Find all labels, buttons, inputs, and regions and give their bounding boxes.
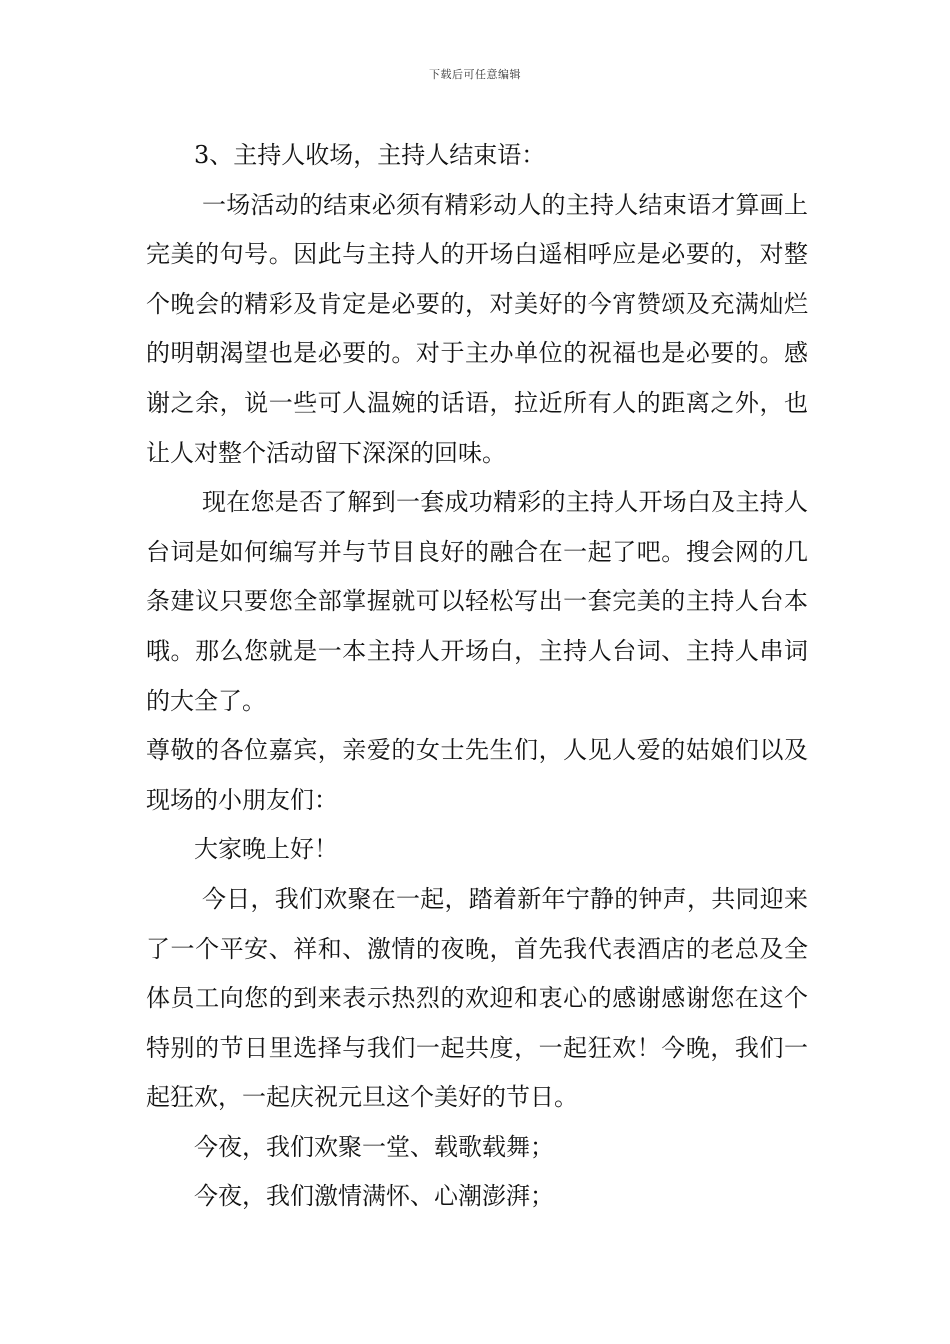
header-note: 下载后可任意编辑: [429, 68, 521, 81]
paragraph-section-heading: 3、主持人收场，主持人结束语：: [194, 141, 546, 169]
document-body: [146, 131, 808, 1222]
paragraph-closing-remarks: 一场活动的结束必须有精彩动人的主持人结束语才算画上完美的句号。因此与主持人的开场白遥相呼应是必要的，对整个晚会的精彩及肯定是必要的，对美好的今宵赞颂及充满灿烂的明朝渴望也是必要的。对于主办单位的祝福也是必要的。感谢之余，说一些可人温婉的话语，拉近所有人的距离之外，也让人对整个活动留下深深的回味。: [146, 190, 808, 467]
paragraph-good-evening: 大家晚上好！: [194, 835, 338, 864]
paragraph-greeting-address: 尊敬的各位嘉宾，亲爱的女士先生们，人见人爱的姑娘们以及现场的小朋友们：: [146, 736, 808, 814]
paragraph-summary: 现在您是否了解到一套成功精彩的主持人开场白及主持人台词是如何编写并与节目良好的融合在一起了吧。搜会网的几条建议只要您全部掌握就可以轻松写出一套完美的主持人台本哦。那么您就是一本主持人开场白，主持人台词、主持人串词的大全了。: [146, 488, 808, 715]
paragraph-tonight-1: 今夜，我们欢聚一堂、载歌载舞；: [194, 1132, 554, 1161]
paragraph-tonight-2: 今夜，我们激情满怀、心潮澎湃；: [194, 1182, 554, 1211]
paragraph-welcome: 今日，我们欢聚在一起，踏着新年宁静的钟声，共同迎来了一个平安、祥和、激情的夜晚，首先我代表酒店的老总及全体员工向您的到来表示热烈的欢迎和衷心的感谢感谢您在这个特别的节日里选择与我们一起共度，一起狂欢！今晚，我们一起狂欢，一起庆祝元旦这个美好的节日。: [146, 884, 808, 1112]
